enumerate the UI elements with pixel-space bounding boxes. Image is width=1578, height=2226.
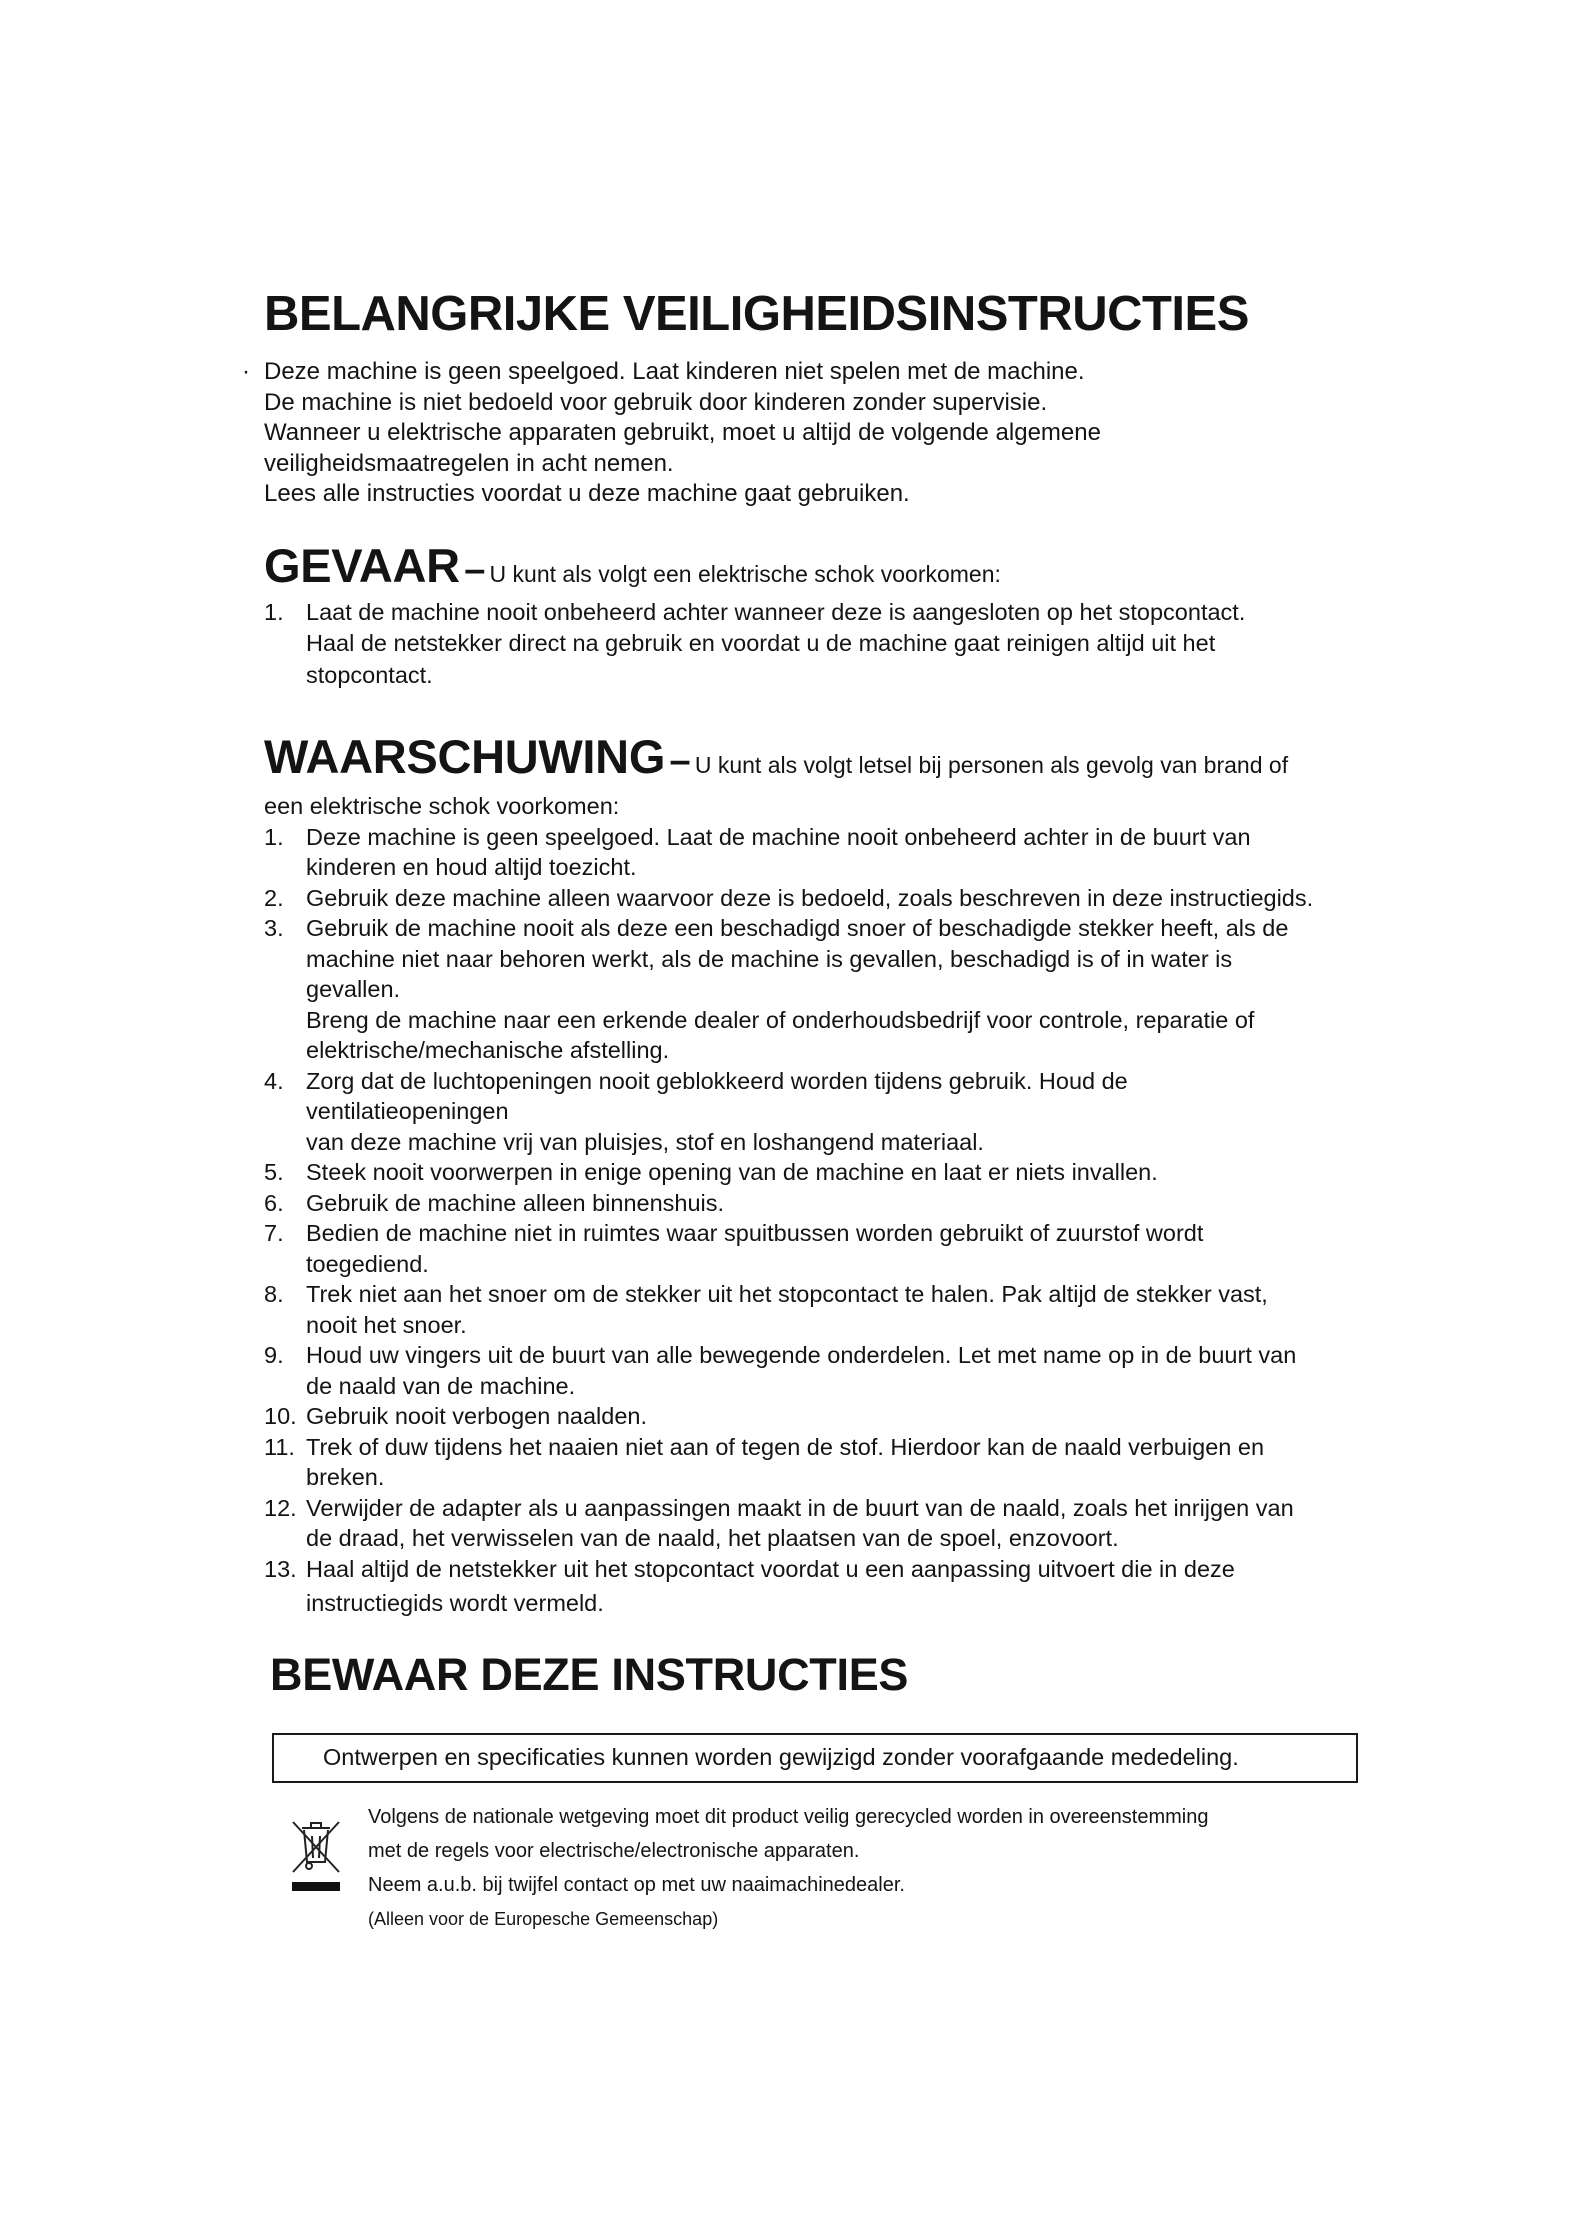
item-number: 4. (264, 1067, 284, 1094)
recycling-line: met de regels voor electrische/electronische apparaten. (368, 1840, 860, 1862)
item-line: elektrische/mechanische afstelling. (306, 1037, 670, 1063)
eu-note: (Alleen voor de Europesche Gemeenschap) (368, 1909, 719, 1929)
item-line: Gebruik deze machine alleen waarvoor deze is bedoeld, zoals beschreven in deze instructiegids. (306, 884, 1314, 911)
item-line: Laat de machine nooit onbeheerd achter wanneer deze is aangesloten op het stopcontact. (306, 599, 1246, 625)
list-item (264, 1066, 1364, 1158)
item-number: 8. (264, 1281, 284, 1307)
item-line: Steek nooit voorwerpen in enige opening van de machine en laat er niets invallen. (306, 1159, 1158, 1185)
item-line: Gebruik de machine alleen binnenshuis. (306, 1189, 725, 1216)
item-number: 9. (264, 1342, 284, 1368)
item-number: 2. (264, 884, 284, 911)
item-line: Gebruik de machine nooit als deze een beschadigd snoer of beschadigde stekker heeft, als de (306, 915, 1289, 941)
item-line: nooit het snoer. (306, 1311, 467, 1338)
item-line: Deze machine is geen speelgoed. Laat de machine nooit onbeheerd achter in de buurt van (306, 823, 1251, 850)
item-line: machine niet naar behoren werkt, als de machine is gevallen, beschadigd is of in water is (306, 945, 1233, 972)
intro-bullet: · (242, 358, 250, 385)
recycling-line: Neem a.u.b. bij twijfel contact op met uw naaimachinedealer. (368, 1874, 905, 1896)
item-line: breken. (306, 1464, 385, 1490)
item-line: Trek of duw tijdens het naaien niet aan of tegen de stof. Hierdoor kan de naald verbuigen en (306, 1433, 1265, 1460)
list-item (264, 1279, 1364, 1340)
gevaar-heading-row (264, 539, 1001, 592)
item-number: 1. (264, 823, 284, 850)
list-item (264, 1432, 1364, 1493)
item-line: van deze machine vrij van pluisjes, stof en loshangend materiaal. (306, 1128, 984, 1155)
intro-paragraph (242, 357, 1264, 510)
item-number: 6. (264, 1189, 284, 1216)
intro-line: Lees alle instructies voordat u deze machine gaat gebruiken. (264, 480, 910, 507)
gevaar-subtitle: U kunt als volgt een elektrische schok voorkomen: (489, 561, 1001, 587)
item-line: Trek niet aan het snoer om de stekker uit het stopcontact te halen. Pak altijd de stekker vast, (306, 1281, 1268, 1307)
item-line: de draad, het verwisselen van de naald, het plaatsen van de spoel, enzovoort. (306, 1525, 1119, 1551)
gevaar-list (264, 597, 1364, 691)
item-number: 10. (264, 1403, 297, 1429)
item-number: 7. (264, 1220, 284, 1246)
intro-line: Wanneer u elektrische apparaten gebruikt, moet u altijd de volgende algemene (264, 419, 1101, 446)
item-line: Zorg dat de luchtopeningen nooit geblokkeerd worden tijdens gebruik. Houd de (306, 1067, 1128, 1094)
list-item (264, 913, 1364, 1066)
intro-line: Deze machine is geen speelgoed. Laat kinderen niet spelen met de machine. (264, 358, 1085, 385)
item-line: gevallen. (306, 976, 401, 1002)
list-item (264, 822, 1364, 883)
list-item (264, 1493, 1364, 1554)
item-line: instructiegids wordt vermeld. (306, 1590, 604, 1616)
list-item (264, 883, 1364, 914)
list-item (264, 1188, 1364, 1219)
intro-line: De machine is niet bedoeld voor gebruik door kinderen zonder supervisie. (264, 388, 1048, 416)
item-line: Breng de machine naar een erkende dealer of onderhoudsbedrijf voor controle, reparatie of (306, 1006, 1255, 1033)
item-number: 12. (264, 1494, 297, 1521)
item-number: 13. (264, 1555, 297, 1582)
item-line: ventilatieopeningen (306, 1098, 509, 1124)
waarschuwing-list (264, 791, 1364, 1619)
list-item (264, 1157, 1364, 1188)
item-line: Haal altijd de netstekker uit het stopcontact voordat u een aanpassing uitvoert die in deze (306, 1555, 1235, 1582)
waarschuwing-subtitle: U kunt als volgt letsel bij personen als gevolg van brand of (694, 752, 1289, 778)
item-line: Haal de netstekker direct na gebruik en voordat u de machine gaat reinigen altijd uit het (306, 629, 1216, 656)
notice-box (272, 1733, 1358, 1783)
item-line: stopcontact. (306, 662, 433, 688)
list-item (264, 597, 1364, 691)
crossed-out-wheelie-bin-icon (290, 1818, 342, 1896)
item-line: Bedien de machine niet in ruimtes waar spuitbussen worden gebruikt of zuurstof wordt (306, 1220, 1204, 1246)
item-line: de naald van de machine. (306, 1372, 576, 1399)
list-item (264, 1340, 1364, 1401)
waarschuwing-subtitle-continued: een elektrische schok voorkomen: (264, 793, 620, 819)
item-number: 1. (264, 599, 284, 625)
list-item (264, 1218, 1364, 1279)
list-item (264, 1401, 1364, 1432)
recycling-line: Volgens de nationale wetgeving moet dit product veilig gerecycled worden in overeenstemming (368, 1806, 1209, 1828)
item-number: 5. (264, 1159, 284, 1185)
item-line: Gebruik nooit verbogen naalden. (306, 1403, 647, 1429)
item-line: toegediend. (306, 1250, 429, 1277)
gevaar-dash: – (464, 549, 486, 591)
waarschuwing-heading: WAARSCHUWING (264, 730, 666, 783)
item-line: Verwijder de adapter als u aanpassingen maakt in de buurt van de naald, zoals het inrijgen van (306, 1494, 1294, 1521)
item-line: kinderen en houd altijd toezicht. (306, 854, 637, 880)
waarschuwing-dash: – (669, 740, 691, 782)
recycling-notice (368, 1800, 1368, 1936)
gevaar-heading: GEVAAR (264, 539, 460, 592)
waarschuwing-heading-row (264, 730, 1289, 783)
bewaar-heading: BEWAAR DEZE INSTRUCTIES (270, 1649, 909, 1700)
intro-line: veiligheidsmaatregelen in acht nemen. (264, 449, 674, 477)
page-title: BELANGRIJKE VEILIGHEIDSINSTRUCTIES (264, 287, 1249, 341)
notice-text: Ontwerpen en specificaties kunnen worden gewijzigd zonder voorafgaande mededeling. (323, 1744, 1239, 1770)
list-item (264, 1554, 1364, 1619)
item-number: 3. (264, 915, 284, 941)
item-line: Houd uw vingers uit de buurt van alle bewegende onderdelen. Let met name op in de buurt van (306, 1342, 1297, 1368)
item-number: 11. (264, 1433, 295, 1460)
